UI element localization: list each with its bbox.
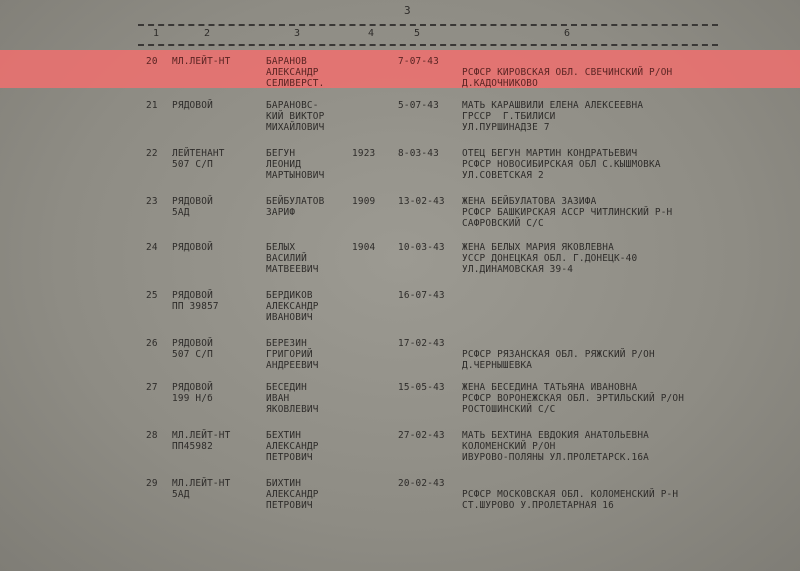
record-name-line: БЕРЕЗИН bbox=[266, 338, 307, 349]
record-relative-address-line: ИВУРОВО-ПОЛЯНЫ УЛ.ПРОЛЕТАРСК.16А bbox=[462, 452, 650, 463]
record-number bbox=[146, 430, 166, 441]
record-relative-address-line: ЖЕНА БЕСЕДИНА ТАТЬЯНА ИВАНОВНА bbox=[462, 382, 638, 393]
record-rank-unit-line: ПП 39857 bbox=[172, 301, 219, 312]
column-number: 3 bbox=[294, 28, 301, 39]
record-relative-address bbox=[462, 196, 792, 229]
record-relative-address-line: САФРОВСКИЙ С/С bbox=[462, 218, 544, 229]
record-name-line: БЕЙБУЛАТОВ bbox=[266, 196, 325, 207]
record-birth-year-line bbox=[352, 338, 392, 349]
record-rank-unit-line: МЛ.ЛЕЙТ-НТ bbox=[172, 478, 231, 489]
record-number bbox=[146, 338, 166, 349]
record-name bbox=[266, 478, 348, 511]
record-number-line: 23 bbox=[146, 196, 158, 207]
record-date-line: 27-02-43 bbox=[398, 430, 445, 441]
record-date-line: 17-02-43 bbox=[398, 338, 445, 349]
record-name-line: АЛЕКСАНДР bbox=[266, 489, 319, 500]
record-birth-year-line: 1923 bbox=[352, 148, 376, 159]
record-date bbox=[398, 242, 456, 253]
record-relative-address-line: МАТЬ БЕХТИНА ЕВДОКИЯ АНАТОЛЬЕВНА bbox=[462, 430, 650, 441]
record-date-line: 13-02-43 bbox=[398, 196, 445, 207]
record-name-line: БЕСЕДИН bbox=[266, 382, 307, 393]
record-relative-address bbox=[462, 382, 792, 415]
record-relative-address-line: УЛ.СОВЕТСКАЯ 2 bbox=[462, 170, 544, 181]
record-rank-unit bbox=[172, 148, 254, 170]
record-name bbox=[266, 382, 348, 415]
record-relative-address-line: Д.ЧЕРНЫШЕВКА bbox=[462, 360, 533, 371]
record-relative-address-line: ЖЕНА БЕЛЫХ МАРИЯ ЯКОВЛЕВНА bbox=[462, 242, 614, 253]
record-birth-year bbox=[352, 100, 392, 111]
record-relative-address-line bbox=[462, 478, 792, 489]
record-relative-address-line: КОЛОМЕНСКИЙ Р/ОН bbox=[462, 441, 556, 452]
page-number: 3 bbox=[404, 4, 411, 17]
record-date bbox=[398, 478, 456, 489]
record-name bbox=[266, 430, 348, 463]
record-name bbox=[266, 338, 348, 371]
record-relative-address-line bbox=[462, 338, 792, 349]
record-birth-year bbox=[352, 242, 392, 253]
record-birth-year-line bbox=[352, 56, 392, 67]
record-rank-unit bbox=[172, 382, 254, 404]
record-birth-year bbox=[352, 478, 392, 489]
column-number: 4 bbox=[368, 28, 375, 39]
record-name-line: АЛЕКСАНДР bbox=[266, 441, 319, 452]
column-number: 5 bbox=[414, 28, 421, 39]
record-number-line: 28 bbox=[146, 430, 158, 441]
record-relative-address bbox=[462, 338, 792, 371]
record-name-line: АНДРЕЕВИЧ bbox=[266, 360, 319, 371]
record-name bbox=[266, 290, 348, 323]
record-rank-unit-line: ЛЕЙТЕНАНТ bbox=[172, 148, 225, 159]
record-birth-year bbox=[352, 382, 392, 393]
record-relative-address-line: РСФСР БАШКИРСКАЯ АССР ЧИТЛИНСКИЙ Р-Н bbox=[462, 207, 673, 218]
record-number bbox=[146, 382, 166, 393]
record-rank-unit bbox=[172, 100, 254, 111]
record-relative-address-line: УЛ.ПУРШИНАДЗЕ 7 bbox=[462, 122, 550, 133]
record-name-line: ИВАН bbox=[266, 393, 290, 404]
record-date bbox=[398, 196, 456, 207]
record-relative-address-line: ОТЕЦ БЕГУН МАРТИН КОНДРАТЬЕВИЧ bbox=[462, 148, 638, 159]
record-date bbox=[398, 290, 456, 301]
record-relative-address bbox=[462, 242, 792, 275]
record-number bbox=[146, 148, 166, 159]
header-rule-top bbox=[138, 24, 718, 26]
record-date bbox=[398, 338, 456, 349]
record-date-line: 5-07-43 bbox=[398, 100, 439, 111]
record-relative-address-line: ГРССР Г.ТБИЛИСИ bbox=[462, 111, 556, 122]
record-relative-address-line: ЖЕНА БЕЙБУЛАТОВА ЗАЗИФА bbox=[462, 196, 597, 207]
record-number-line: 21 bbox=[146, 100, 158, 111]
record-relative-address-line: РСФСР РЯЗАНСКАЯ ОБЛ. РЯЖСКИЙ Р/ОН bbox=[462, 349, 655, 360]
record-name-line: КИЙ ВИКТОР bbox=[266, 111, 325, 122]
record-name-line: АЛЕКСАНДР bbox=[266, 301, 319, 312]
record-name bbox=[266, 148, 348, 181]
record-birth-year bbox=[352, 338, 392, 349]
record-number bbox=[146, 478, 166, 489]
record-name-line: ЗАРИФ bbox=[266, 207, 296, 218]
record-date-line: 20-02-43 bbox=[398, 478, 445, 489]
record-birth-year bbox=[352, 56, 392, 67]
record-relative-address-line: УССР ДОНЕЦКАЯ ОБЛ. Г.ДОНЕЦК-40 bbox=[462, 253, 638, 264]
record-name bbox=[266, 196, 348, 218]
column-number: 1 bbox=[153, 28, 160, 39]
record-birth-year bbox=[352, 148, 392, 159]
record-name-line: ВАСИЛИЙ bbox=[266, 253, 307, 264]
record-date-line: 8-03-43 bbox=[398, 148, 439, 159]
header-rule-bottom bbox=[138, 44, 718, 46]
record-number bbox=[146, 290, 166, 301]
record-relative-address-line: РСФСР МОСКОВСКАЯ ОБЛ. КОЛОМЕНСКИЙ Р-Н bbox=[462, 489, 679, 500]
record-number bbox=[146, 196, 166, 207]
record-relative-address-line bbox=[462, 56, 792, 67]
record-name-line: МАТВЕЕВИЧ bbox=[266, 264, 319, 275]
record-relative-address-line: РОСТОШИНСКИЙ С/С bbox=[462, 404, 556, 415]
record-name bbox=[266, 56, 348, 89]
record-number-line: 20 bbox=[146, 56, 158, 67]
record-rank-unit bbox=[172, 430, 254, 452]
record-date-line: 16-07-43 bbox=[398, 290, 445, 301]
record-rank-unit bbox=[172, 338, 254, 360]
record-name-line: БЕРДИКОВ bbox=[266, 290, 313, 301]
record-name-line: СЕЛИВЕРСТ. bbox=[266, 78, 325, 89]
record-relative-address-line: РСФСР КИРОВСКАЯ ОБЛ. СВЕЧИНСКИЙ Р/ОН bbox=[462, 67, 673, 78]
record-rank-unit bbox=[172, 478, 254, 500]
record-name-line: БЕГУН bbox=[266, 148, 296, 159]
record-rank-unit-line: РЯДОВОЙ bbox=[172, 196, 213, 207]
record-relative-address-line: РСФСР ВОРОНЕЖСКАЯ ОБЛ. ЭРТИЛЬСКИЙ Р/ОН bbox=[462, 393, 685, 404]
record-number-line: 22 bbox=[146, 148, 158, 159]
record-name-line: ЛЕОНИД bbox=[266, 159, 302, 170]
record-relative-address-line: УЛ.ДИНАМОВСКАЯ 39-4 bbox=[462, 264, 574, 275]
record-rank-unit-line: РЯДОВОЙ bbox=[172, 382, 213, 393]
record-relative-address bbox=[462, 100, 792, 133]
record-number-line: 26 bbox=[146, 338, 158, 349]
record-name-line: ИВАНОВИЧ bbox=[266, 312, 313, 323]
record-name-line: МИХАЙЛОВИЧ bbox=[266, 122, 325, 133]
record-rank-unit-line: 5АД bbox=[172, 489, 190, 500]
record-birth-year-line bbox=[352, 290, 392, 301]
record-number bbox=[146, 242, 166, 253]
record-number-line: 29 bbox=[146, 478, 158, 489]
record-birth-year-line bbox=[352, 478, 392, 489]
record-relative-address-line: МАТЬ КАРАШВИЛИ ЕЛЕНА АЛЕКСЕЕВНА bbox=[462, 100, 644, 111]
record-name-line: ПЕТРОВИЧ bbox=[266, 500, 313, 511]
record-rank-unit-line: 507 С/П bbox=[172, 349, 213, 360]
record-name bbox=[266, 242, 348, 275]
record-name-line: БАРАНОВС- bbox=[266, 100, 319, 111]
record-rank-unit-line: РЯДОВОЙ bbox=[172, 338, 213, 349]
record-relative-address bbox=[462, 430, 792, 463]
record-name-line: МАРТЫНОВИЧ bbox=[266, 170, 325, 181]
record-birth-year-line bbox=[352, 100, 392, 111]
record-name-line: АЛЕКСАНДР bbox=[266, 67, 319, 78]
record-birth-year-line bbox=[352, 382, 392, 393]
record-rank-unit-line: МЛ.ЛЕЙТ-НТ bbox=[172, 56, 231, 67]
record-relative-address-line: РСФСР НОВОСИБИРСКАЯ ОБЛ С.КЫШМОВКА bbox=[462, 159, 661, 170]
record-relative-address bbox=[462, 56, 792, 89]
record-name-line: ПЕТРОВИЧ bbox=[266, 452, 313, 463]
record-rank-unit-line: ПП45982 bbox=[172, 441, 213, 452]
record-date bbox=[398, 430, 456, 441]
record-name-line: ЯКОВЛЕВИЧ bbox=[266, 404, 319, 415]
record-birth-year bbox=[352, 196, 392, 207]
record-date bbox=[398, 100, 456, 111]
record-date-line: 7-07-43 bbox=[398, 56, 439, 67]
record-relative-address-line: СТ.ШУРОВО У.ПРОЛЕТАРНАЯ 16 bbox=[462, 500, 614, 511]
record-name bbox=[266, 100, 348, 133]
record-date-line: 10-03-43 bbox=[398, 242, 445, 253]
record-date bbox=[398, 148, 456, 159]
column-number-row bbox=[0, 28, 800, 42]
record-rank-unit-line: РЯДОВОЙ bbox=[172, 290, 213, 301]
record-rank-unit-line: 5АД bbox=[172, 207, 190, 218]
record-relative-address bbox=[462, 148, 792, 181]
record-rank-unit-line: РЯДОВОЙ bbox=[172, 242, 213, 253]
record-name-line: ГРИГОРИЙ bbox=[266, 349, 313, 360]
record-rank-unit-line: 199 Н/б bbox=[172, 393, 213, 404]
record-date bbox=[398, 56, 456, 67]
record-name-line: БЕХТИН bbox=[266, 430, 302, 441]
record-rank-unit bbox=[172, 242, 254, 253]
record-name-line: БАРАНОВ bbox=[266, 56, 307, 67]
column-number: 6 bbox=[564, 28, 571, 39]
record-rank-unit-line: РЯДОВОЙ bbox=[172, 100, 213, 111]
record-relative-address bbox=[462, 478, 792, 511]
record-rank-unit-line: МЛ.ЛЕЙТ-НТ bbox=[172, 430, 231, 441]
record-birth-year-line: 1909 bbox=[352, 196, 376, 207]
record-name-line: БИХТИН bbox=[266, 478, 302, 489]
record-number bbox=[146, 100, 166, 111]
record-number bbox=[146, 56, 166, 67]
record-relative-address-line: Д.КАДОЧНИКОВО bbox=[462, 78, 538, 89]
record-birth-year bbox=[352, 290, 392, 301]
record-birth-year-line: 1904 bbox=[352, 242, 376, 253]
record-birth-year-line bbox=[352, 430, 392, 441]
column-number: 2 bbox=[204, 28, 211, 39]
record-number-line: 27 bbox=[146, 382, 158, 393]
record-rank-unit bbox=[172, 56, 254, 67]
record-date-line: 15-05-43 bbox=[398, 382, 445, 393]
record-birth-year bbox=[352, 430, 392, 441]
record-rank-unit bbox=[172, 196, 254, 218]
record-date bbox=[398, 382, 456, 393]
record-rank-unit bbox=[172, 290, 254, 312]
record-rank-unit-line: 507 С/П bbox=[172, 159, 213, 170]
record-number-line: 24 bbox=[146, 242, 158, 253]
record-number-line: 25 bbox=[146, 290, 158, 301]
record-name-line: БЕЛЫХ bbox=[266, 242, 296, 253]
